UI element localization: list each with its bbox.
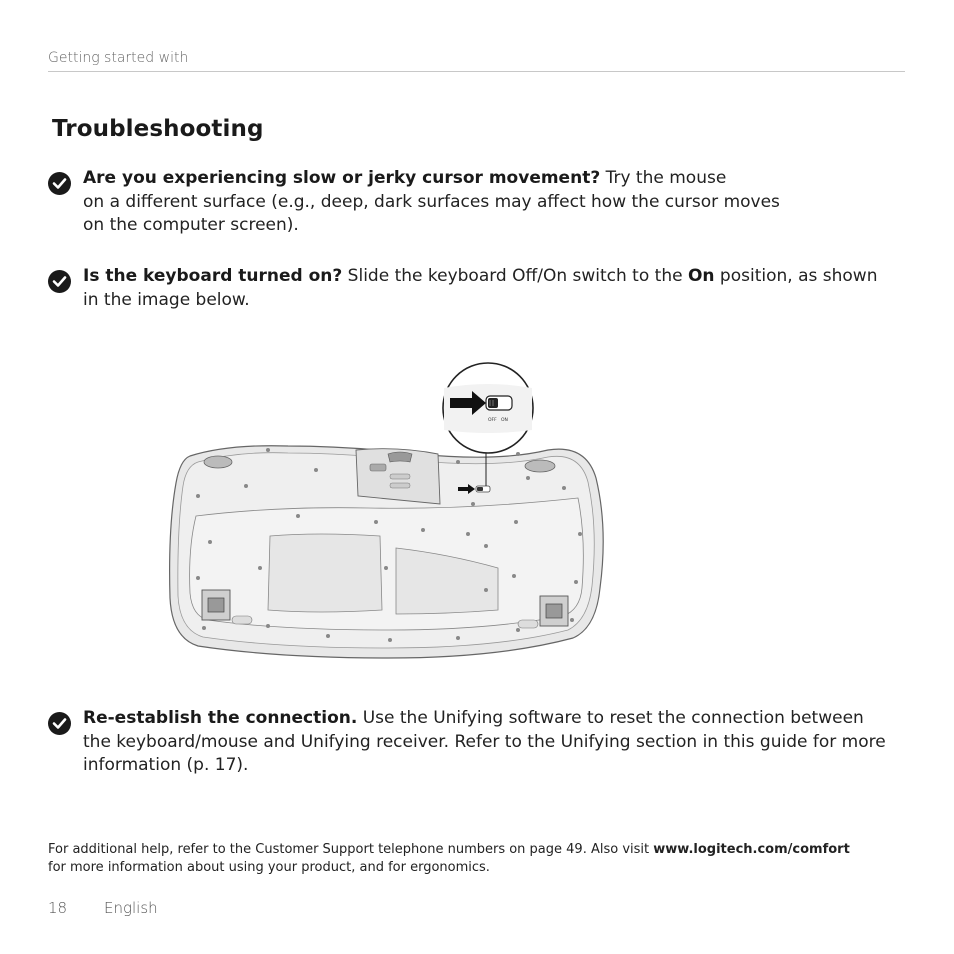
switch-on-label: ON bbox=[501, 418, 508, 423]
item-emphasis: On bbox=[687, 266, 715, 286]
item-text: in the image below. bbox=[83, 289, 250, 310]
item-text: the keyboard/mouse and Unifying receiver. Refer to the Unifying section in this guide for more bbox=[83, 731, 886, 752]
item-text: on a different surface (e.g., deep, dark surfaces may affect how the cursor moves bbox=[83, 191, 780, 212]
running-header: Getting started with bbox=[48, 50, 189, 66]
support-footer bbox=[48, 841, 908, 877]
switch-off-label: OFF bbox=[488, 418, 497, 423]
item-text: on the computer screen). bbox=[83, 215, 299, 235]
header-divider bbox=[48, 71, 905, 72]
item-text: Slide the keyboard Off/On switch to the bbox=[342, 266, 688, 286]
item-text: Use the Unifying software to reset the connection between bbox=[357, 708, 864, 728]
troubleshoot-item-cursor bbox=[83, 167, 903, 238]
checkmark-icon bbox=[48, 172, 71, 195]
page-title: Troubleshooting bbox=[52, 116, 264, 142]
page-number: 18 bbox=[48, 899, 68, 917]
troubleshoot-item-connection bbox=[83, 707, 903, 778]
item-heading: Are you experiencing slow or jerky cursor movement? bbox=[83, 168, 601, 188]
item-text: information (p. 17). bbox=[83, 755, 249, 775]
item-heading: Is the keyboard turned on? bbox=[83, 266, 343, 286]
checkmark-icon bbox=[48, 270, 71, 293]
keyboard-illustration bbox=[168, 358, 608, 668]
support-link[interactable]: www.logitech.com/comfort bbox=[653, 842, 850, 857]
item-text: position, as shown bbox=[714, 266, 878, 286]
footer-text: for more information about using your product, and for ergonomics. bbox=[48, 860, 490, 875]
checkmark-icon bbox=[48, 712, 71, 735]
item-heading: Re-establish the connection. bbox=[83, 708, 358, 728]
footer-text: For additional help, refer to the Customer Support telephone numbers on page 49. Also visit bbox=[48, 842, 654, 857]
language-label: English bbox=[104, 899, 158, 917]
item-text: Try the mouse bbox=[600, 168, 727, 188]
troubleshoot-item-power bbox=[83, 265, 903, 312]
